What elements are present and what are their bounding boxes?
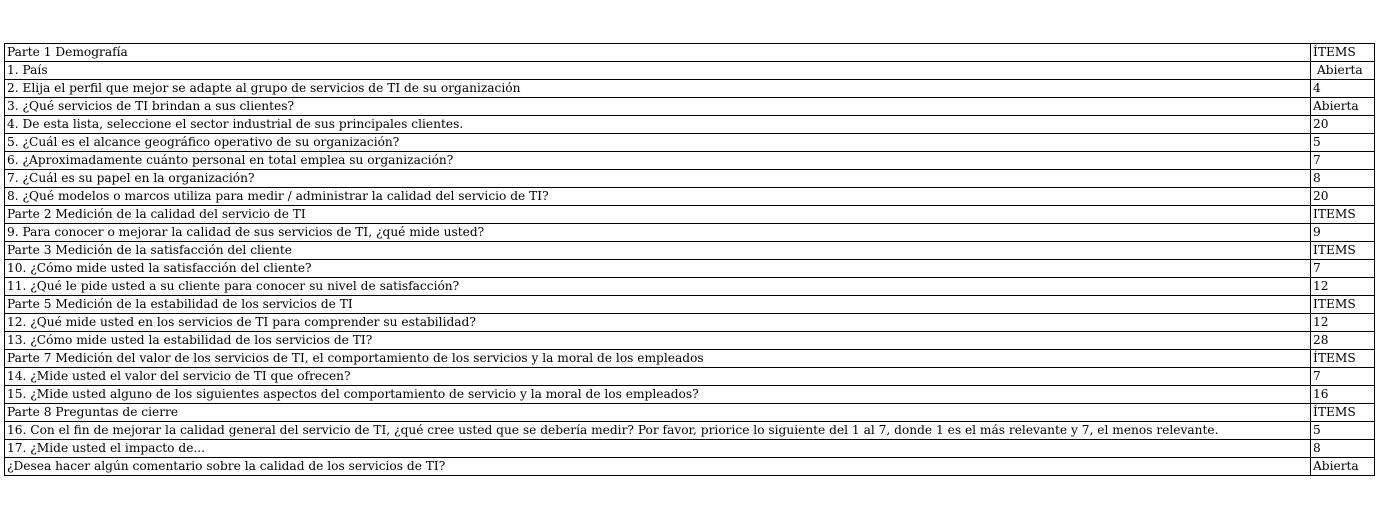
table-row (5, 224, 1375, 242)
question-cell: 15. ¿Mide usted alguno de los siguientes aspectos del comportamiento de servicio y la moral de los empleados? (5, 386, 1311, 404)
table-row (5, 260, 1375, 278)
items-cell: 7 (1311, 260, 1375, 278)
question-cell: ¿Desea hacer algún comentario sobre la calidad de los servicios de TI? (5, 458, 1311, 476)
table-row-section-header (5, 296, 1375, 314)
items-cell: 16 (1311, 386, 1375, 404)
items-cell: 5 (1311, 422, 1375, 440)
table-row (5, 332, 1375, 350)
survey-items-table (4, 43, 1375, 476)
question-cell: 4. De esta lista, seleccione el sector industrial de sus principales clientes. (5, 116, 1311, 134)
items-cell: 5 (1311, 134, 1375, 152)
question-cell: 10. ¿Cómo mide usted la satisfacción del cliente? (5, 260, 1311, 278)
question-cell: 7. ¿Cuál es su papel en la organización? (5, 170, 1311, 188)
items-cell: 9 (1311, 224, 1375, 242)
section-title: Parte 7 Medición del valor de los servicios de TI, el comportamiento de los servicios y la moral de los empleados (5, 350, 1311, 368)
table-row (5, 62, 1375, 80)
table-row-section-header (5, 242, 1375, 260)
items-cell: 12 (1311, 314, 1375, 332)
table-row-section-header (5, 404, 1375, 422)
items-cell: Abierta (1311, 458, 1375, 476)
question-cell: 13. ¿Cómo mide usted la estabilidad de los servicios de TI? (5, 332, 1311, 350)
table-row (5, 188, 1375, 206)
section-title: Parte 8 Preguntas de cierre (5, 404, 1311, 422)
table-row-section-header (5, 206, 1375, 224)
question-cell: 11. ¿Qué le pide usted a su cliente para conocer su nivel de satisfacción? (5, 278, 1311, 296)
items-cell: 7 (1311, 368, 1375, 386)
items-header: ÍTEMS (1311, 350, 1375, 368)
table-row (5, 440, 1375, 458)
table-row (5, 116, 1375, 134)
items-cell: 20 (1311, 188, 1375, 206)
section-title: Parte 2 Medición de la calidad del servicio de TI (5, 206, 1311, 224)
table-row (5, 278, 1375, 296)
items-header: ITEMS (1311, 242, 1375, 260)
items-cell: 28 (1311, 332, 1375, 350)
question-cell: 14. ¿Mide usted el valor del servicio de TI que ofrecen? (5, 368, 1311, 386)
items-header: ITEMS (1311, 206, 1375, 224)
table-row (5, 422, 1375, 440)
items-cell: Abierta (1311, 98, 1375, 116)
question-cell: 2. Elija el perfil que mejor se adapte al grupo de servicios de TI de su organización (5, 80, 1311, 98)
question-cell: 9. Para conocer o mejorar la calidad de sus servicios de TI, ¿qué mide usted? (5, 224, 1311, 242)
items-header: ÍTEMS (1311, 44, 1375, 62)
table-row (5, 170, 1375, 188)
items-cell: Abierta (1311, 62, 1375, 80)
table-row (5, 386, 1375, 404)
table-row (5, 80, 1375, 98)
items-cell: 8 (1311, 440, 1375, 458)
items-cell: 12 (1311, 278, 1375, 296)
items-header: ITEMS (1311, 296, 1375, 314)
question-cell: 6. ¿Aproximadamente cuánto personal en total emplea su organización? (5, 152, 1311, 170)
items-cell: 20 (1311, 116, 1375, 134)
table-row (5, 152, 1375, 170)
table-row (5, 458, 1375, 476)
question-cell: 17. ¿Mide usted el impacto de... (5, 440, 1311, 458)
items-cell: 8 (1311, 170, 1375, 188)
question-cell: 1. País (5, 62, 1311, 80)
items-header: ÍTEMS (1311, 404, 1375, 422)
table-row-section-header (5, 44, 1375, 62)
question-cell: 5. ¿Cuál es el alcance geográfico operativo de su organización? (5, 134, 1311, 152)
table-row (5, 314, 1375, 332)
section-title: Parte 1 Demografía (5, 44, 1311, 62)
table-row (5, 98, 1375, 116)
items-cell: 7 (1311, 152, 1375, 170)
table-row-section-header (5, 350, 1375, 368)
section-title: Parte 5 Medición de la estabilidad de los servicios de TI (5, 296, 1311, 314)
table-row (5, 368, 1375, 386)
question-cell: 8. ¿Qué modelos o marcos utiliza para medir / administrar la calidad del servicio de TI? (5, 188, 1311, 206)
section-title: Parte 3 Medición de la satisfacción del cliente (5, 242, 1311, 260)
items-cell: 4 (1311, 80, 1375, 98)
question-cell: 3. ¿Qué servicios de TI brindan a sus clientes? (5, 98, 1311, 116)
table-row (5, 134, 1375, 152)
question-cell: 12. ¿Qué mide usted en los servicios de TI para comprender su estabilidad? (5, 314, 1311, 332)
question-cell: 16. Con el fin de mejorar la calidad general del servicio de TI, ¿qué cree usted que se debería medir? Por favor, priorice lo siguiente del 1 al 7, donde 1 es el más relevante y 7, el menos relevante. (5, 422, 1311, 440)
